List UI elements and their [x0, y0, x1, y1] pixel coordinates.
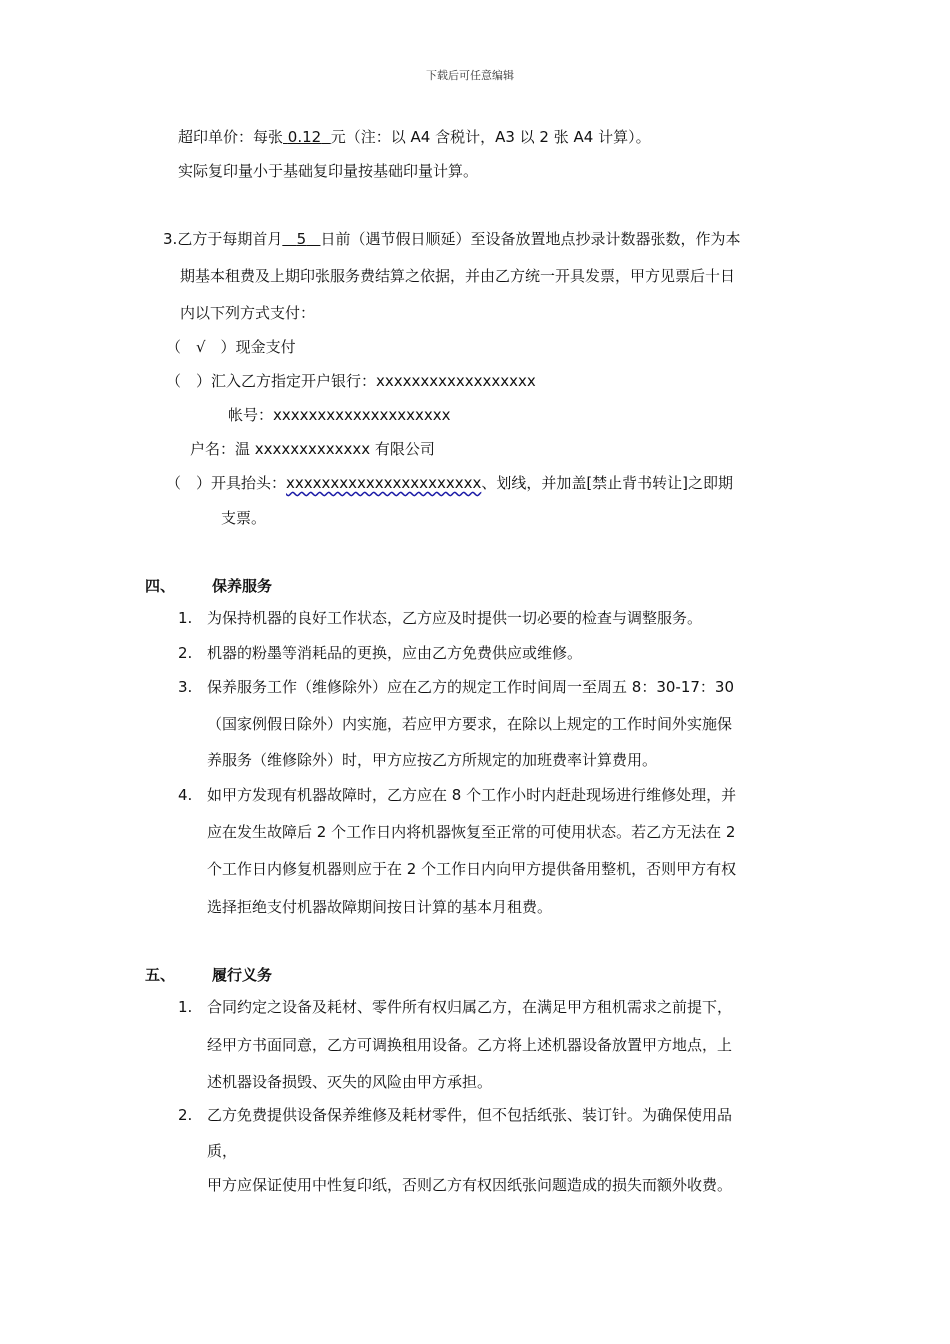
s4-item2-number: 2.	[178, 644, 193, 662]
s4-item3-line3: 养服务（维修除外）时，甲方应按乙方所规定的加班费率计算费用。	[207, 751, 658, 769]
s4-item4-line3: 个工作日内修复机器则应于在 2 个工作日内向甲方提供备用整机，否则甲方有权	[207, 860, 737, 878]
s5-item1-number: 1.	[178, 998, 193, 1016]
page-header: 下载后可任意编辑	[426, 69, 514, 82]
check-tail: 支票。	[221, 509, 267, 527]
cash-label: 现金支付	[235, 338, 296, 356]
section4-title: 保养服务	[212, 577, 273, 595]
s5-item2-number: 2.	[178, 1106, 193, 1124]
clause3-line3: 内以下列方式支付：	[180, 304, 316, 322]
price-prefix: 超印单价：每张	[178, 128, 284, 146]
s4-item2-line: 机器的粉墨等消耗品的更换，应由乙方免费供应或维修。	[207, 644, 583, 662]
s5-item2-line3: 甲方应保证使用中性复印纸，否则乙方有权因纸张问题造成的损失而额外收费。	[207, 1176, 733, 1194]
check-prefix: 开具抬头：	[211, 474, 287, 492]
s4-item3-line2: （国家例假日除外）内实施，若应甲方要求，在除以上规定的工作时间外实施保	[207, 715, 733, 733]
s4-item4-line4: 选择拒绝支付机器故障期间按日计算的基本月租费。	[207, 898, 553, 916]
minimum-volume-note: 实际复印量小于基础复印量按基础印量计算。	[178, 162, 479, 180]
section5-number: 五、	[145, 966, 176, 984]
s4-item3-line1: 保养服务工作（维修除外）应在乙方的规定工作时间周一至周五 8：30-17：30	[207, 678, 734, 696]
payment-check-option	[166, 473, 733, 493]
bank-account: 帐号：xxxxxxxxxxxxxxxxxxxx	[228, 406, 451, 424]
s4-item4-line2: 应在发生故障后 2 个工作日内将机器恢复至正常的可使用状态。若乙方无法在 2	[207, 823, 736, 841]
check-payee-name: xxxxxxxxxxxxxxxxxxxxxx	[286, 474, 482, 492]
s4-item4-line1: 如甲方发现有机器故障时，乙方应在 8 个工作小时内赶赴现场进行维修处理，并	[207, 786, 737, 804]
section5-title: 履行义务	[212, 966, 273, 984]
clause3-line1-rest: 日前（遇节假日顺延）至设备放置地点抄录计数器张数，作为本	[320, 230, 741, 248]
price-suffix: 元（注：以 A4 含税计，A3 以 2 张 A4 计算）。	[330, 128, 651, 146]
clause3-day-value: 5	[296, 230, 307, 248]
s5-item1-line1: 合同约定之设备及耗材、零件所有权归属乙方，在满足甲方租机需求之前提下，	[207, 998, 733, 1016]
payment-bank-option	[166, 371, 536, 391]
s5-item1-line2: 经甲方书面同意，乙方可调换租用设备。乙方将上述机器设备放置甲方地点，上	[207, 1036, 733, 1054]
clause3-pre: 乙方于每期首月	[177, 230, 283, 248]
s4-item1-line: 为保持机器的良好工作状态，乙方应及时提供一切必要的检查与调整服务。	[207, 609, 703, 627]
clause3-line2: 期基本租费及上期印张服务费结算之依据，并由乙方统一开具发票，甲方见票后十日	[180, 267, 736, 285]
clause3-line1	[163, 229, 741, 249]
s4-item3-number: 3.	[178, 678, 193, 696]
clause3-number: 3.	[163, 230, 178, 248]
s4-item4-number: 4.	[178, 786, 193, 804]
s5-item2-line1: 乙方免费提供设备保养维修及耗材零件，但不包括纸张、装订针。为确保使用品	[207, 1106, 733, 1124]
account-holder: 户名：温 xxxxxxxxxxxxx 有限公司	[190, 440, 435, 458]
overprint-price-line	[178, 127, 651, 147]
payment-cash-option	[166, 337, 296, 357]
cash-checkbox: （ √ ）	[166, 338, 236, 356]
bank-checkbox: （ ）	[166, 372, 212, 390]
section4-number: 四、	[145, 577, 176, 595]
check-checkbox: （ ）	[166, 474, 212, 492]
s5-item2-line2: 质，	[207, 1142, 238, 1160]
check-suffix: 、划线，并加盖[禁止背书转让]之即期	[481, 474, 734, 492]
s5-item1-line3: 述机器设备损毁、灭失的风险由甲方承担。	[207, 1073, 493, 1091]
s4-item1-number: 1.	[178, 609, 193, 627]
price-value: 0.12	[287, 128, 322, 146]
bank-label: 汇入乙方指定开户银行：xxxxxxxxxxxxxxxxxx	[211, 372, 536, 390]
